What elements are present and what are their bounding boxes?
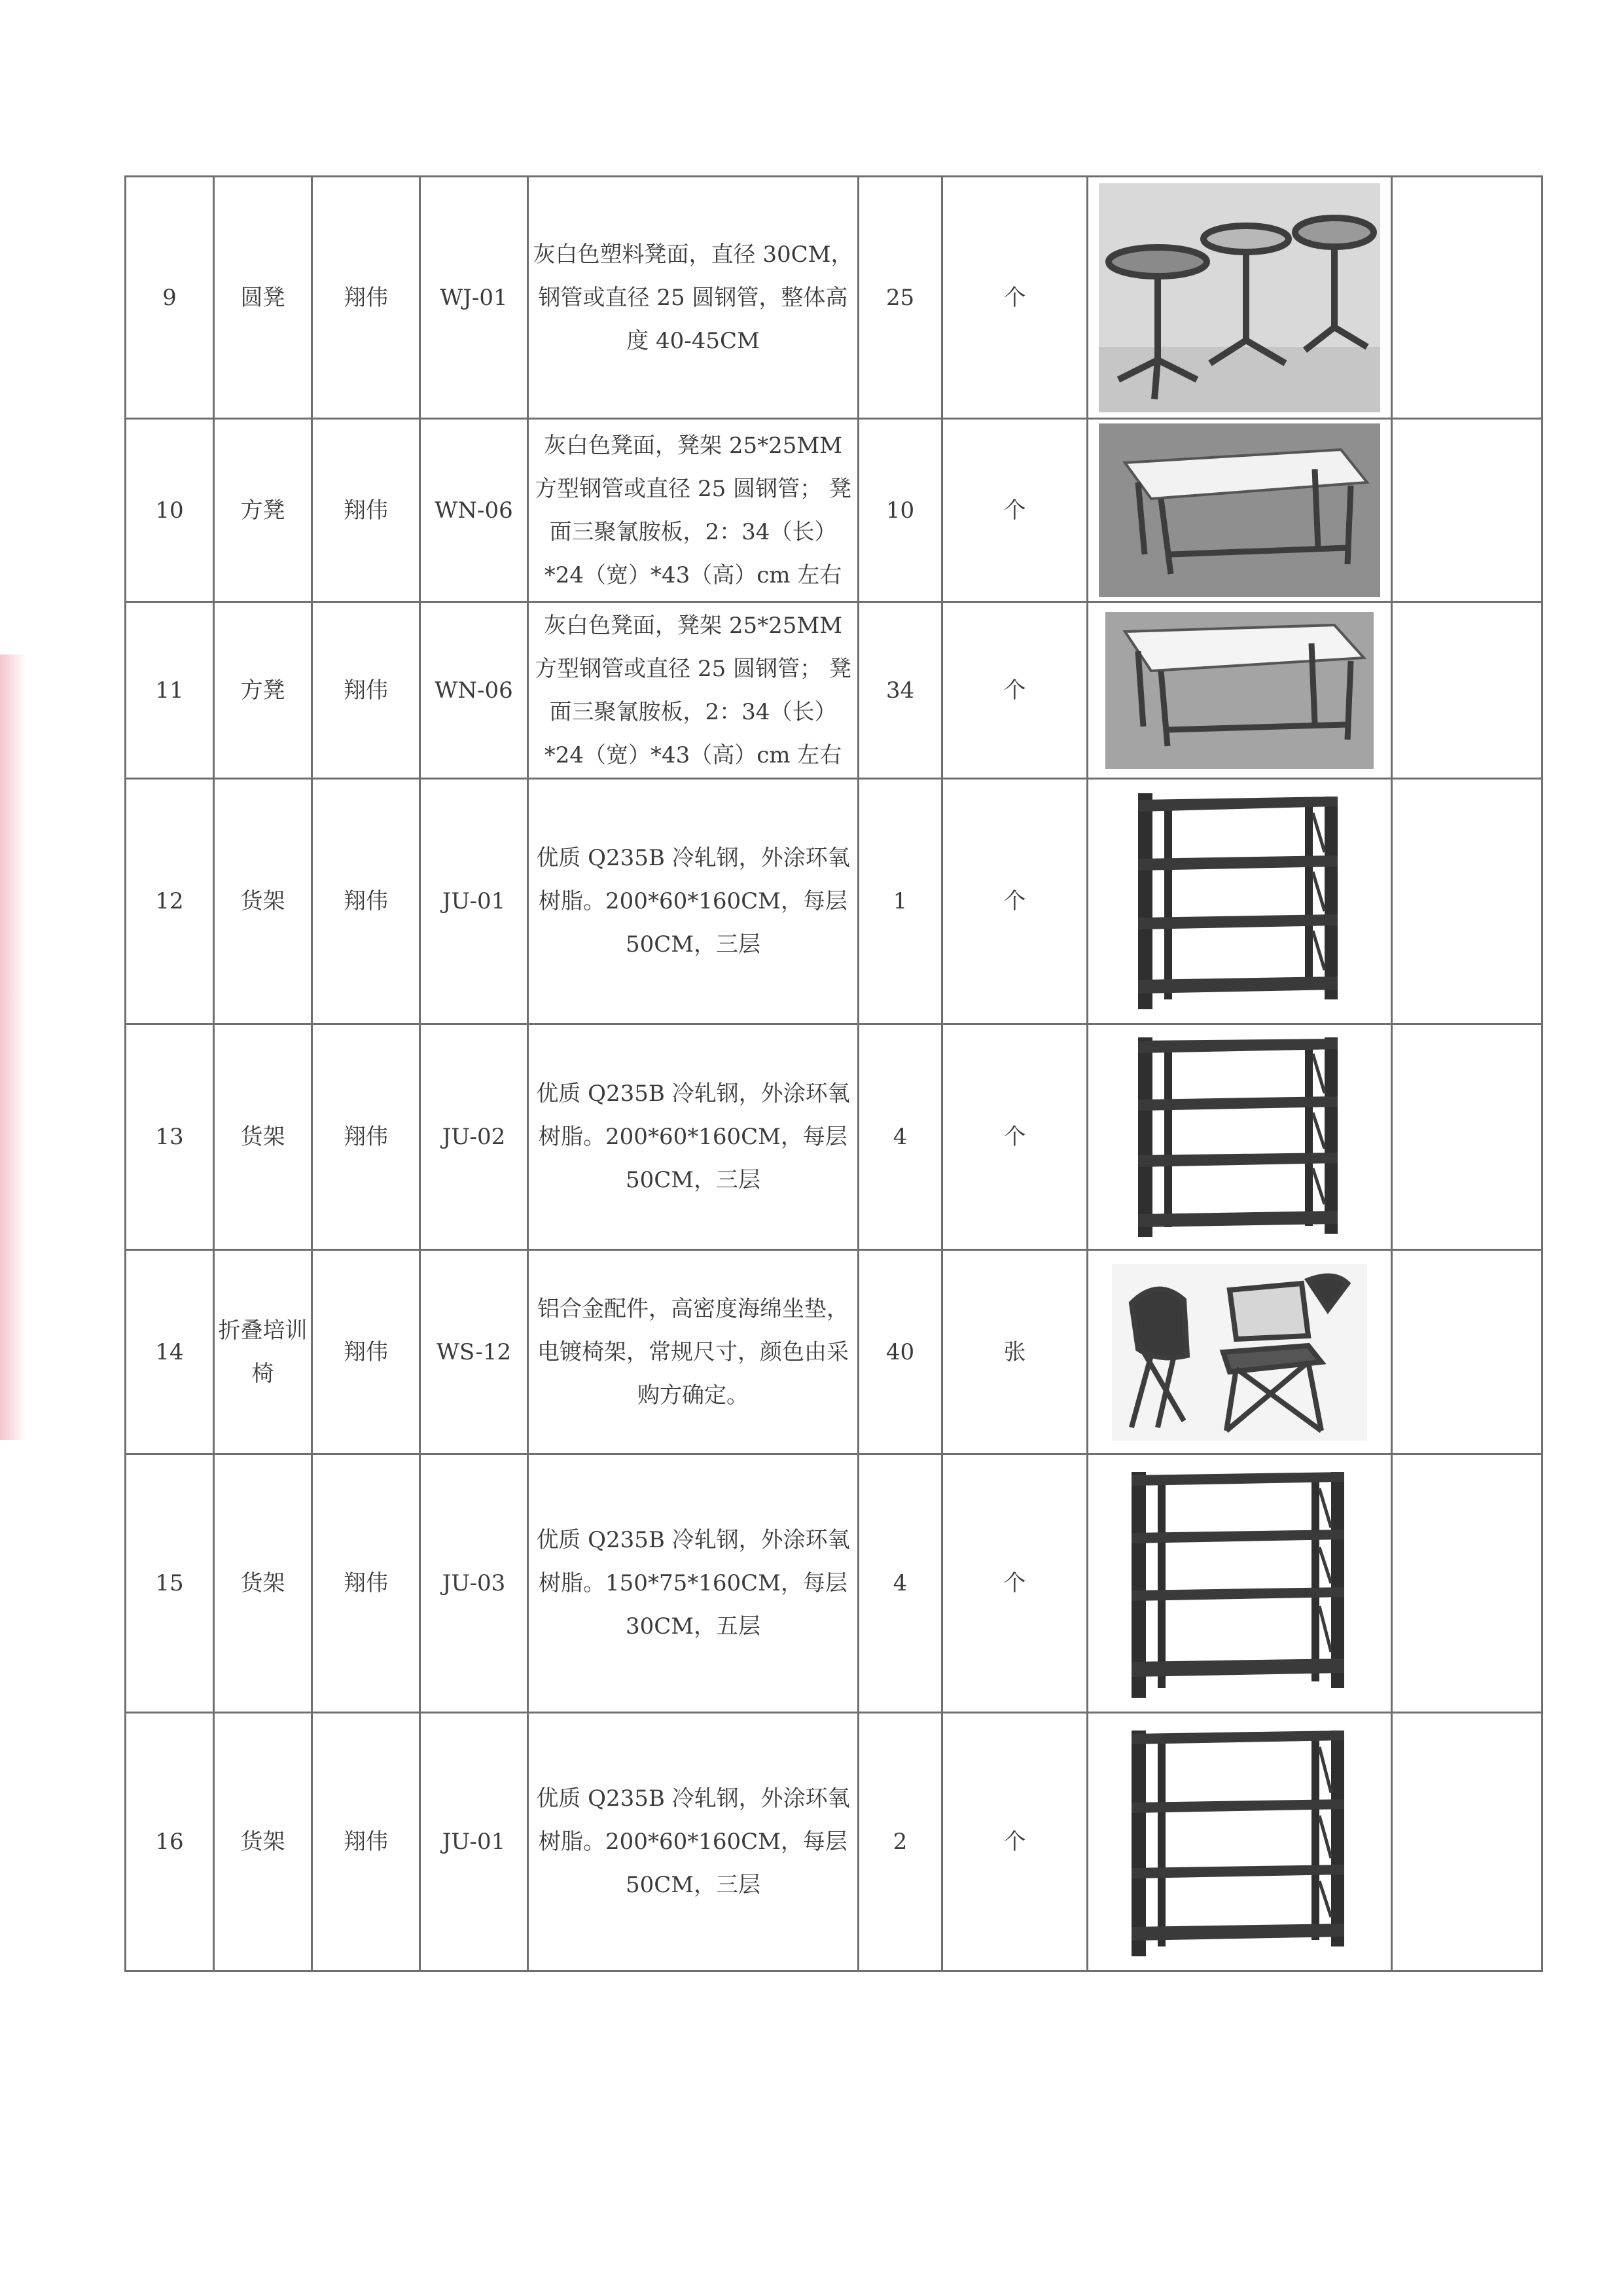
item-model: JU-01 xyxy=(420,779,528,1024)
item-brand: 翔伟 xyxy=(312,1713,420,1971)
item-spec: 灰白色凳面，凳架 25*25MM 方型钢管或直径 25 圆钢管； 凳面三聚氰胺板，2：34（长）*24（宽）*43（高）cm 左右 xyxy=(528,419,859,602)
remark-cell xyxy=(1392,1250,1543,1454)
item-model: JU-03 xyxy=(420,1454,528,1713)
item-brand: 翔伟 xyxy=(312,177,420,419)
item-model: WN-06 xyxy=(420,419,528,602)
item-brand: 翔伟 xyxy=(312,419,420,602)
item-spec: 灰白色塑料凳面，直径 30CM，钢管或直径 25 圆钢管，整体高度 40-45CM xyxy=(528,177,859,419)
item-quantity: 4 xyxy=(859,1454,942,1713)
item-image xyxy=(1088,779,1392,1024)
item-unit: 个 xyxy=(942,779,1088,1024)
item-spec: 优质 Q235B 冷轧钢，外涂环氧树脂。200*60*160CM，每层 50CM，三层 xyxy=(528,1713,859,1971)
item-number: 16 xyxy=(126,1713,214,1971)
item-image xyxy=(1088,1024,1392,1250)
shelf-photo xyxy=(1122,1721,1357,1963)
square-stool-photo xyxy=(1099,423,1380,597)
table-row xyxy=(126,1250,1543,1454)
item-unit: 个 xyxy=(942,1454,1088,1713)
item-image xyxy=(1088,1454,1392,1713)
table-row xyxy=(126,1024,1543,1250)
item-name: 方凳 xyxy=(214,602,312,779)
red-seal-edge xyxy=(0,655,26,1440)
item-image xyxy=(1088,1713,1392,1971)
square-stool-photo xyxy=(1105,612,1374,769)
item-model: WJ-01 xyxy=(420,177,528,419)
item-quantity: 1 xyxy=(859,779,942,1024)
remark-cell xyxy=(1392,1713,1543,1971)
remark-cell xyxy=(1392,602,1543,779)
shelf-photo xyxy=(1128,787,1351,1016)
table-row xyxy=(126,1454,1543,1713)
table-row xyxy=(126,177,1543,419)
item-name: 圆凳 xyxy=(214,177,312,419)
item-quantity: 40 xyxy=(859,1250,942,1454)
shelf-photo xyxy=(1122,1462,1357,1704)
item-brand: 翔伟 xyxy=(312,779,420,1024)
item-quantity: 10 xyxy=(859,419,942,602)
item-quantity: 4 xyxy=(859,1024,942,1250)
item-name: 货架 xyxy=(214,1454,312,1713)
item-number: 9 xyxy=(126,177,214,419)
remark-cell xyxy=(1392,419,1543,602)
item-number: 12 xyxy=(126,779,214,1024)
item-spec: 优质 Q235B 冷轧钢，外涂环氧树脂。200*60*160CM，每层 50CM，三层 xyxy=(528,1024,859,1250)
item-unit: 个 xyxy=(942,419,1088,602)
item-unit: 个 xyxy=(942,602,1088,779)
remark-cell xyxy=(1392,779,1543,1024)
item-model: JU-01 xyxy=(420,1713,528,1971)
item-spec: 优质 Q235B 冷轧钢，外涂环氧树脂。150*75*160CM，每层 30CM，五层 xyxy=(528,1454,859,1713)
item-name: 货架 xyxy=(214,1713,312,1971)
remark-cell xyxy=(1392,1454,1543,1713)
round-stool-photo xyxy=(1099,183,1380,412)
item-quantity: 2 xyxy=(859,1713,942,1971)
item-image xyxy=(1088,177,1392,419)
item-number: 15 xyxy=(126,1454,214,1713)
item-image xyxy=(1088,1250,1392,1454)
table-row xyxy=(126,419,1543,602)
item-brand: 翔伟 xyxy=(312,1454,420,1713)
item-brand: 翔伟 xyxy=(312,1024,420,1250)
table-row xyxy=(126,602,1543,779)
item-name: 折叠培训椅 xyxy=(214,1250,312,1454)
product-table xyxy=(124,175,1543,1972)
item-spec: 优质 Q235B 冷轧钢，外涂环氧树脂。200*60*160CM，每层 50CM，三层 xyxy=(528,779,859,1024)
table-row xyxy=(126,1713,1543,1971)
item-image xyxy=(1088,602,1392,779)
item-model: WN-06 xyxy=(420,602,528,779)
item-number: 13 xyxy=(126,1024,214,1250)
item-quantity: 25 xyxy=(859,177,942,419)
item-model: WS-12 xyxy=(420,1250,528,1454)
item-spec: 灰白色凳面，凳架 25*25MM 方型钢管或直径 25 圆钢管； 凳面三聚氰胺板，2：34（长）*24（宽）*43（高）cm 左右 xyxy=(528,602,859,779)
item-image xyxy=(1088,419,1392,602)
shelf-photo xyxy=(1128,1031,1351,1244)
item-brand: 翔伟 xyxy=(312,602,420,779)
item-unit: 个 xyxy=(942,1713,1088,1971)
item-number: 10 xyxy=(126,419,214,602)
item-number: 14 xyxy=(126,1250,214,1454)
item-name: 货架 xyxy=(214,1024,312,1250)
item-quantity: 34 xyxy=(859,602,942,779)
folding-chair-photo xyxy=(1112,1264,1367,1441)
item-unit: 张 xyxy=(942,1250,1088,1454)
item-number: 11 xyxy=(126,602,214,779)
item-name: 货架 xyxy=(214,779,312,1024)
remark-cell xyxy=(1392,177,1543,419)
item-unit: 个 xyxy=(942,177,1088,419)
remark-cell xyxy=(1392,1024,1543,1250)
item-unit: 个 xyxy=(942,1024,1088,1250)
item-model: JU-02 xyxy=(420,1024,528,1250)
item-name: 方凳 xyxy=(214,419,312,602)
item-brand: 翔伟 xyxy=(312,1250,420,1454)
item-spec: 铝合金配件，高密度海绵坐垫，电镀椅架，常规尺寸，颜色由采购方确定。 xyxy=(528,1250,859,1454)
table-row xyxy=(126,779,1543,1024)
